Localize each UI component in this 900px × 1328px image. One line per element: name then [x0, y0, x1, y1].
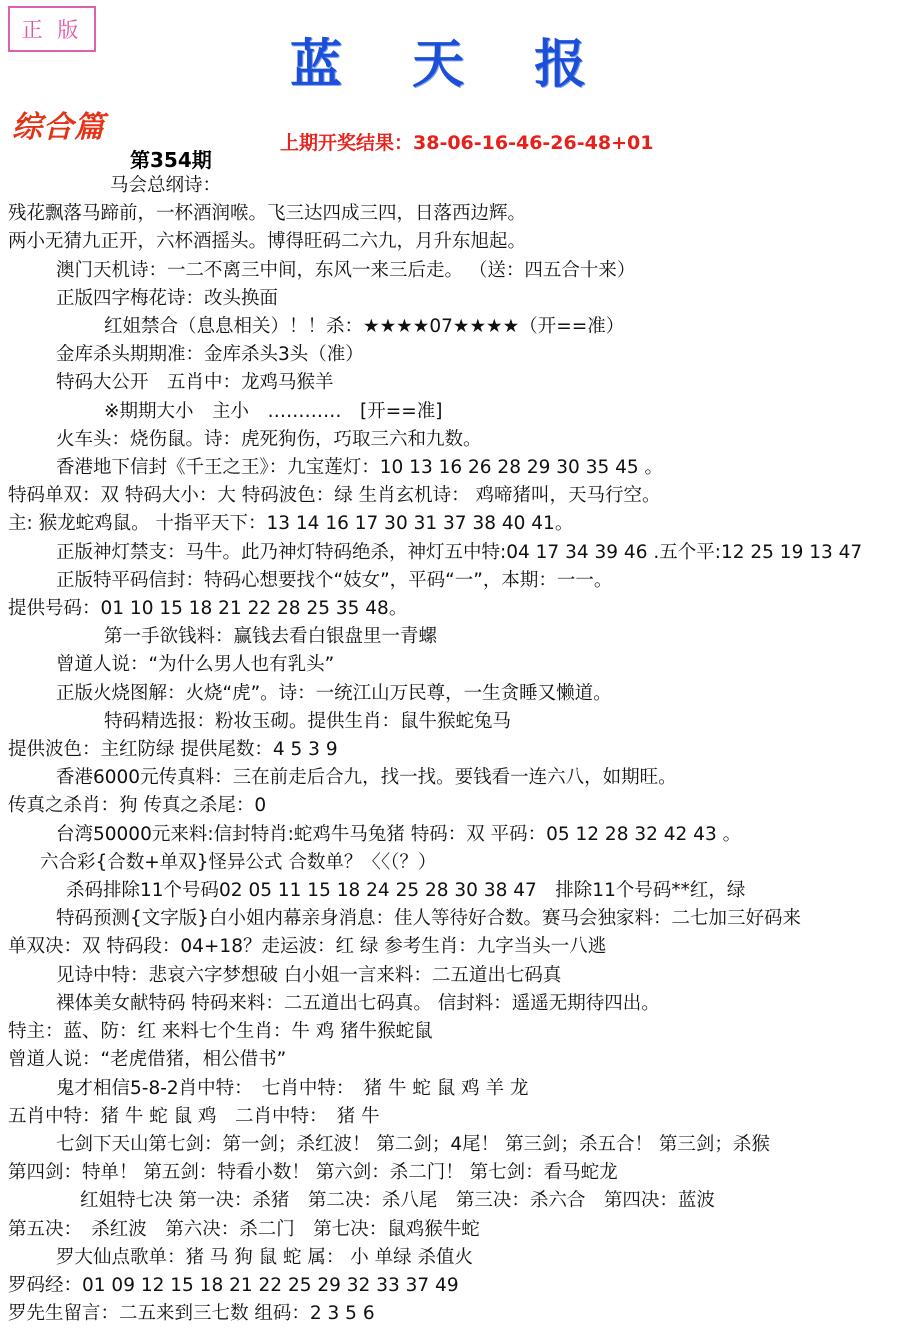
article-line [0, 905, 900, 933]
article-line [0, 877, 900, 905]
article-line [0, 369, 900, 397]
article-line-text: 提供号码：01 10 15 18 21 22 28 25 35 48。 [8, 598, 408, 620]
article-line [0, 764, 900, 792]
article-line [0, 257, 900, 285]
article-line [0, 821, 900, 849]
article-line [0, 1216, 900, 1244]
article-line [0, 849, 900, 877]
article-line [0, 341, 900, 369]
article-line-text: 红姐特七决 第一决：杀猪 第二决：杀八尾 第三决：杀六合 第四决：蓝波 [80, 1190, 715, 1212]
article-body [0, 172, 900, 1328]
article-line-text: 罗码经：01 09 12 15 18 21 22 25 29 32 33 37 49 [8, 1274, 459, 1296]
article-line-text: 特主：蓝、防：红 来料七个生肖：牛 鸡 猪牛猴蛇鼠 [8, 1021, 433, 1043]
article-line [0, 1300, 900, 1328]
article-line [0, 736, 900, 764]
article-line [0, 1272, 900, 1300]
article-line-text: 五肖中特：猪 牛 蛇 鼠 鸡 二肖中特： 猪 牛 [8, 1105, 380, 1127]
article-line-text: 火车头：烧伤鼠。诗：虎死狗伤，巧取三六和九数。 [56, 428, 482, 450]
article-line [0, 1046, 900, 1074]
article-line [0, 200, 900, 228]
article-line-text: 香港地下信封《千王之王》：九宝莲灯：10 13 16 26 28 29 30 35 45 。 [56, 457, 664, 479]
article-line [0, 1103, 900, 1131]
article-line [0, 792, 900, 820]
section-label: 综合篇 [12, 110, 105, 145]
article-line [0, 1131, 900, 1159]
article-line-text: 裸体美女献特码 特码来料：二五道出七码真。 信封料：遥遥无期待四出。 [56, 992, 660, 1014]
article-line-text: 第一手欲钱料：赢钱去看白银盘里一青螺 [104, 626, 438, 648]
article-line-text: 特码单双：双 特码大小：大 特码波色：绿 生肖玄机诗： 鸡啼猪叫，天马行空。 [8, 485, 661, 507]
article-line [0, 623, 900, 651]
issue-number: 第354期 [130, 148, 212, 172]
article-line [0, 680, 900, 708]
article-line [0, 228, 900, 256]
article-line-text: 台湾50000元来料:信封特肖:蛇鸡牛马兔猪 特码：双 平码：05 12 28 32 42 43 。 [56, 823, 742, 845]
page-title: 蓝 天 报 [290, 34, 613, 95]
article-line-text: 杀码排除11个号码02 05 11 15 18 24 25 28 30 38 47 排除11个号码**红，绿 [66, 880, 746, 902]
article-line-text: 罗先生留言：二五来到三七数 组码：2 3 5 6 [8, 1303, 375, 1325]
article-line-text: 正版火烧图解：火烧“虎”。诗：一统江山万民尊，一生贪睡又懒道。 [56, 682, 612, 704]
article-line-text: 第五决： 杀红波 第六决：杀二门 第七决：鼠鸡猴牛蛇 [8, 1218, 480, 1240]
article-line [0, 962, 900, 990]
article-line-text: 金库杀头期期准：金库杀头3头（准） [56, 344, 364, 366]
article-line [0, 651, 900, 679]
article-line [0, 313, 900, 341]
article-line-text: 特码预测{文字版}白小姐内幕亲身消息：佳人等待好合数。赛马会独家料：二七加三好码来 [56, 908, 802, 930]
article-line [0, 172, 900, 200]
article-line [0, 510, 900, 538]
article-line [0, 482, 900, 510]
article-line-text: 马会总纲诗： [110, 175, 222, 196]
article-line-text: 曾道人说：“老虎借猪，相公借书” [8, 1049, 287, 1071]
article-line-text: ※期期大小 主小 ………… [开==准] [104, 400, 443, 422]
article-line-text: 澳门天机诗：一二不离三中间，东风一来三后走。 （送：四五合十来） [56, 259, 636, 281]
last-draw-result: 上期开奖结果：38-06-16-46-26-48+01 [280, 132, 654, 154]
genuine-badge [8, 6, 96, 52]
article-line-text: 残花飘落马蹄前，一杯酒润喉。飞三达四成三四，日落西边辉。 [8, 203, 527, 225]
article-line [0, 285, 900, 313]
article-line [0, 990, 900, 1018]
article-line [0, 1018, 900, 1046]
article-line-text: 六合彩{合数+单双}怪异公式 合数单？〈〈（？） [40, 851, 437, 873]
article-line-text: 香港6000元传真料：三在前走后合九，找一找。要钱看一连六八，如期旺。 [56, 767, 677, 789]
article-line-text: 特码精选报：粉妆玉砌。提供生肖：鼠牛猴蛇兔马 [104, 710, 512, 732]
article-line-text: 传真之杀肖：狗 传真之杀尾：0 [8, 795, 267, 817]
article-line [0, 708, 900, 736]
article-line [0, 454, 900, 482]
article-line-text: 特码大公开 五肖中：龙鸡马猴羊 [56, 372, 334, 394]
article-line-text: 曾道人说：“为什么男人也有乳头” [56, 654, 335, 676]
article-line-text: 正版特平码信封：特码心想要找个“妓女”，平码“一”，本期：一一。 [56, 569, 613, 591]
article-line-text: 正版神灯禁支：马牛。此乃神灯特码绝杀，神灯五中特:04 17 34 39 46 .五个平:12 25 19 13 47 [56, 541, 863, 563]
article-line-text: 七剑下天山第七剑：第一剑；杀红波！ 第二剑；4尾！ 第三剑；杀五合！ 第三剑；杀猴 [56, 1133, 770, 1155]
article-line-text: 第四剑：特单！ 第五剑：特看小数！ 第六剑：杀二门！ 第七剑：看马蛇龙 [8, 1162, 618, 1184]
article-line [0, 1244, 900, 1272]
article-line [0, 1187, 900, 1215]
article-line-text: 罗大仙点歌单：猪 马 狗 鼠 蛇 属： 小 单绿 杀值火 [56, 1246, 474, 1268]
article-line [0, 539, 900, 567]
article-line-text: 鬼才相信5-8-2肖中特： 七肖中特： 猪 牛 蛇 鼠 鸡 羊 龙 [56, 1077, 529, 1099]
article-line [0, 933, 900, 961]
article-line-text: 两小无猜九正开，六杯酒摇头。博得旺码二六九，月升东旭起。 [8, 231, 527, 253]
article-line [0, 398, 900, 426]
article-line-text: 单双决：双 特码段：04+18？走运波：红 绿 参考生肖：九字当头一八逃 [8, 936, 607, 958]
article-line [0, 595, 900, 623]
article-line [0, 1075, 900, 1103]
article-line-text: 提供波色：主红防绿 提供尾数：4 5 3 9 [8, 739, 338, 761]
article-line [0, 426, 900, 454]
article-line-text: 主: 猴龙蛇鸡鼠。 十指平天下：13 14 16 17 30 31 37 38 40 41。 [8, 513, 574, 535]
genuine-badge-label: 正 版 [21, 18, 83, 42]
article-line [0, 1159, 900, 1187]
article-line-text: 见诗中特：悲哀六字梦想破 白小姐一言来料：二五道出七码真 [56, 964, 562, 986]
article-line-text: 正版四字梅花诗：改头换面 [56, 287, 279, 309]
article-line [0, 567, 900, 595]
article-line-text: 红姐禁合（息息相关）！！杀：★★★★07★★★★（开==准） [104, 316, 625, 338]
